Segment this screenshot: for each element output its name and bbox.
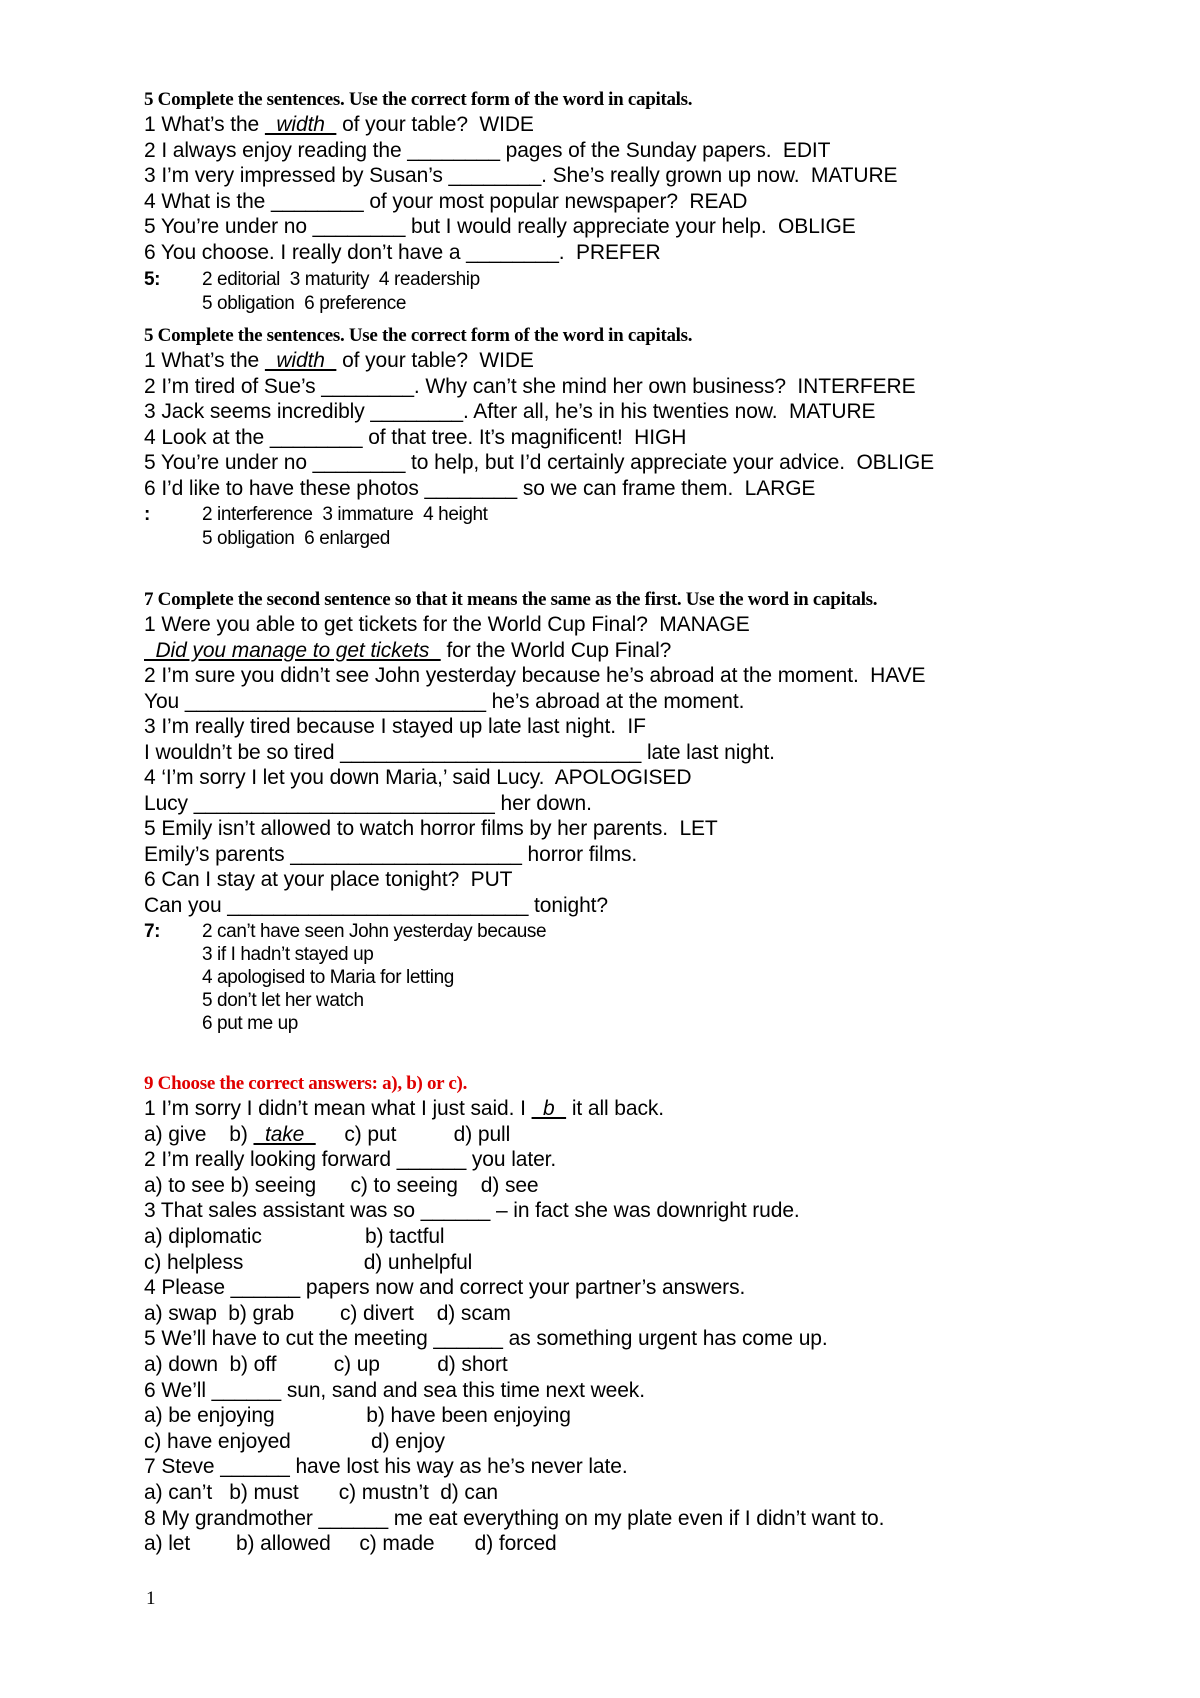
exercise-7-line: I wouldn’t be so tired __________________________ late last night. bbox=[144, 740, 775, 764]
exercise-5a-item: 3 I’m very impressed by Susan’s ________. She’s really grown up now. MATURE bbox=[144, 164, 898, 187]
exercise-7-line: Emily’s parents ____________________ horror films. bbox=[144, 842, 638, 866]
page-number: 1 bbox=[146, 1588, 156, 1609]
exercise-5a-key-line bbox=[144, 268, 480, 291]
exercise-5a-item: 1 What’s the width of your table? WIDE bbox=[144, 113, 534, 136]
exercise-9-line: 3 That sales assistant was so ______ – in fact she was downright rude. bbox=[144, 1199, 800, 1223]
exercise-7-line: 6 Can I stay at your place tonight? PUT bbox=[144, 868, 513, 891]
exercise-9-line: a) be enjoying b) have been enjoying bbox=[144, 1404, 571, 1428]
exercise-7-line: 4 ‘I’m sorry I let you down Maria,’ said Lucy. APOLOGISED bbox=[144, 766, 692, 789]
answer-key-text: 4 apologised to Maria for letting bbox=[202, 967, 454, 988]
answer-key-text: 2 interference 3 immature 4 height bbox=[202, 504, 488, 525]
exercise-5b-item: 6 I’d like to have these photos ________ so we can frame them. LARGE bbox=[144, 476, 816, 500]
exercise-7-line: 5 Emily isn’t allowed to watch horror films by her parents. LET bbox=[144, 817, 718, 840]
exercise-5b-heading: 5 Complete the sentences. Use the correct form of the word in capitals. bbox=[144, 325, 693, 346]
filled-answer: take bbox=[253, 1122, 316, 1146]
exercise-9-line: 6 We’ll ______ sun, sand and sea this time next week. bbox=[144, 1378, 645, 1402]
exercise-9-line: a) to see b) seeing c) to seeing d) see bbox=[144, 1173, 539, 1197]
exercise-7-line: Can you __________________________ tonight? bbox=[144, 893, 608, 917]
exercise-5b-key-line bbox=[144, 527, 390, 550]
exercise-7-key-line bbox=[144, 943, 373, 966]
exercise-9-line: a) diplomatic b) tactful bbox=[144, 1225, 445, 1248]
answer-key-text: 5 obligation 6 enlarged bbox=[202, 527, 390, 549]
exercise-7-line: 3 I’m really tired because I stayed up late last night. IF bbox=[144, 715, 646, 738]
exercise-7-line: You __________________________ he’s abroad at the moment. bbox=[144, 689, 745, 713]
exercise-7-key-line bbox=[144, 1012, 298, 1035]
answer-key-label: : bbox=[144, 504, 150, 525]
exercise-5b-item: 4 Look at the ________ of that tree. It’s magnificent! HIGH bbox=[144, 425, 687, 449]
filled-answer: width bbox=[264, 349, 337, 372]
exercise-5b-item: 1 What’s the width of your table? WIDE bbox=[144, 349, 534, 372]
answer-key-text: 3 if I hadn’t stayed up bbox=[202, 944, 374, 965]
exercise-9-line: a) down b) off c) up d) short bbox=[144, 1353, 508, 1376]
answer-key-text: 6 put me up bbox=[202, 1013, 298, 1034]
exercise-9-line: 4 Please ______ papers now and correct your partner’s answers. bbox=[144, 1276, 746, 1300]
exercise-7-line: Did you manage to get tickets for the World Cup Final? bbox=[144, 638, 672, 662]
exercise-9-heading: 9 Choose the correct answers: a), b) or c). bbox=[144, 1073, 468, 1094]
exercise-5b-key-line bbox=[144, 503, 488, 526]
answer-key-text: 5 obligation 6 preference bbox=[202, 292, 407, 314]
exercise-7-heading: 7 Complete the second sentence so that it means the same as the first. Use the word in capitals. bbox=[144, 589, 878, 610]
answer-key-text: 5 don’t let her watch bbox=[202, 990, 364, 1011]
exercise-7-key-line bbox=[144, 989, 364, 1012]
exercise-7-line: Lucy __________________________ her down. bbox=[144, 791, 592, 815]
exercise-5b-item: 3 Jack seems incredibly ________. After all, he’s in his twenties now. MATURE bbox=[144, 400, 876, 423]
exercise-5a-heading: 5 Complete the sentences. Use the correct form of the word in capitals. bbox=[144, 89, 693, 110]
answer-key-text: 2 can’t have seen John yesterday because bbox=[202, 921, 547, 942]
exercise-9-line: c) helpless d) unhelpful bbox=[144, 1250, 473, 1274]
exercise-7-key-line bbox=[144, 920, 546, 943]
exercise-5b-item: 2 I’m tired of Sue’s ________. Why can’t she mind her own business? INTERFERE bbox=[144, 374, 916, 398]
exercise-9-line: 5 We’ll have to cut the meeting ______ as something urgent has come up. bbox=[144, 1327, 828, 1351]
exercise-9-line: 2 I’m really looking forward ______ you later. bbox=[144, 1148, 557, 1172]
exercise-9-line: 1 I’m sorry I didn’t mean what I just said. I b it all back. bbox=[144, 1097, 665, 1120]
exercise-5a-key-line bbox=[144, 292, 406, 315]
exercise-5a-item: 2 I always enjoy reading the ________ pages of the Sunday papers. EDIT bbox=[144, 138, 831, 162]
exercise-5a-item: 4 What is the ________ of your most popular newspaper? READ bbox=[144, 189, 748, 213]
exercise-5b-item: 5 You’re under no ________ to help, but I’d certainly appreciate your advice. OBLIGE bbox=[144, 451, 935, 474]
filled-answer: b bbox=[531, 1097, 567, 1120]
exercise-9-line: a) swap b) grab c) divert d) scam bbox=[144, 1301, 511, 1325]
exercise-9-line: a) can’t b) must c) mustn’t d) can bbox=[144, 1481, 498, 1504]
answer-key-label: 5: bbox=[144, 269, 161, 290]
exercise-7-key-line bbox=[144, 966, 454, 989]
exercise-9-line: a) give b) take c) put d) pull bbox=[144, 1122, 511, 1146]
filled-answer: width bbox=[264, 113, 337, 136]
exercise-9-line: 7 Steve ______ have lost his way as he’s never late. bbox=[144, 1455, 628, 1479]
exercise-9-line: a) let b) allowed c) made d) forced bbox=[144, 1532, 557, 1556]
exercise-7-line: 1 Were you able to get tickets for the World Cup Final? MANAGE bbox=[144, 613, 750, 636]
answer-key-label: 7: bbox=[144, 921, 161, 942]
exercise-9-line: 8 My grandmother ______ me eat everything on my plate even if I didn’t want to. bbox=[144, 1506, 885, 1530]
answer-key-text: 2 editorial 3 maturity 4 readership bbox=[202, 269, 480, 290]
filled-answer: Did you manage to get tickets bbox=[144, 638, 441, 662]
exercise-7-line: 2 I’m sure you didn’t see John yesterday because he’s abroad at the moment. HAVE bbox=[144, 664, 926, 687]
exercise-5a-item: 6 You choose. I really don’t have a ________. PREFER bbox=[144, 240, 661, 264]
exercise-5a-item: 5 You’re under no ________ but I would really appreciate your help. OBLIGE bbox=[144, 215, 856, 238]
exercise-9-line: c) have enjoyed d) enjoy bbox=[144, 1429, 445, 1453]
